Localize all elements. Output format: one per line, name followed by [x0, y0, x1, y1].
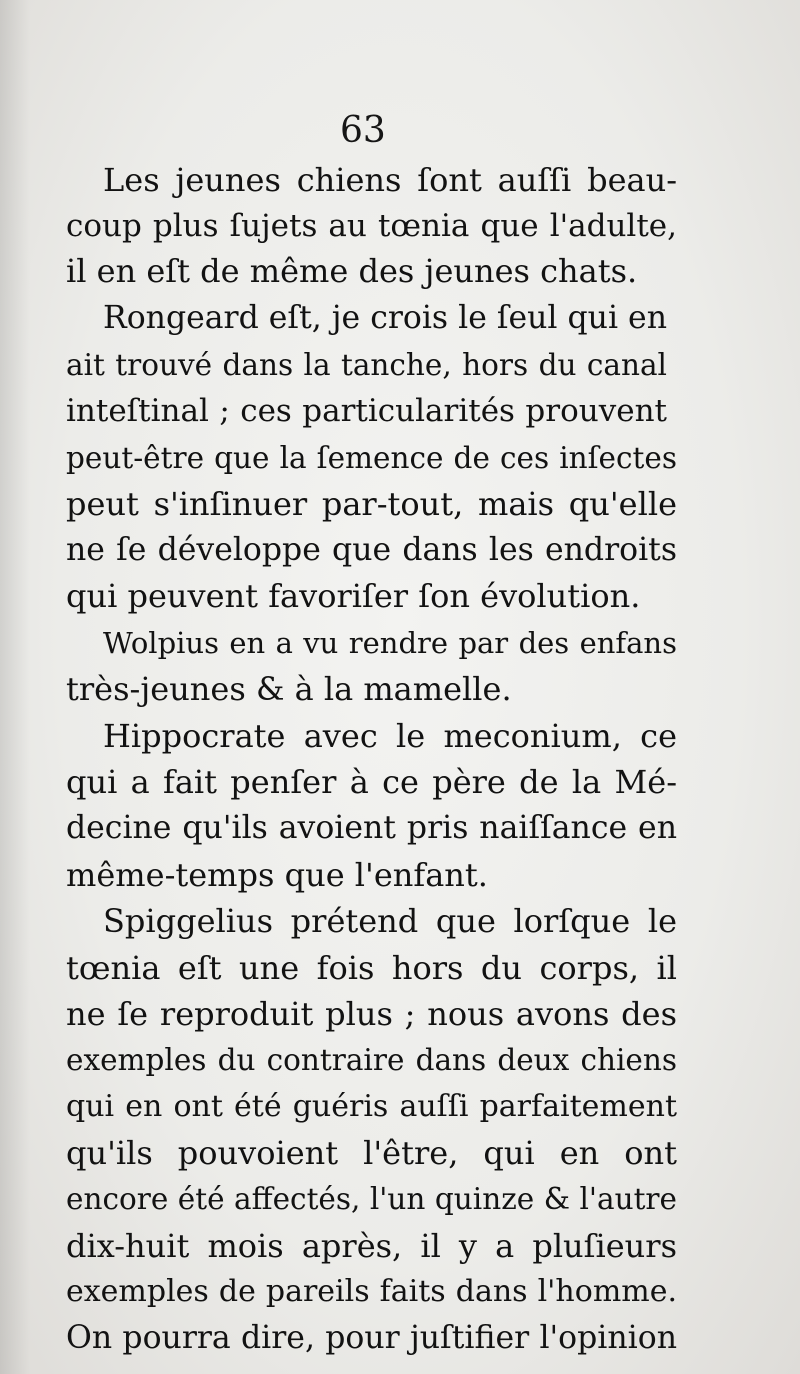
text-line: Les jeunes chiens ſont auſſi beau-: [103, 161, 677, 199]
text-line: inteſtinal ; ces particularités prouvent: [66, 393, 667, 429]
text-line: très-jeunes & à la mamelle.: [66, 670, 512, 708]
text-line: qu'ils pouvoient l'être, qui en ont: [66, 1134, 677, 1172]
text-line: qui peuvent favoriſer ſon évolution.: [66, 577, 641, 615]
text-line: dix-huit mois après, il y a pluſieurs: [66, 1227, 677, 1265]
text-line: ne ſe développe que dans les endroits: [66, 532, 677, 568]
text-line: il en eſt de même des jeunes chats.: [66, 252, 638, 290]
text-line: exemples de pareils faits dans l'homme.: [66, 1274, 677, 1309]
text-line: peut s'inſinuer par-tout, mais qu'elle: [66, 485, 677, 523]
text-line: tœnia eſt une fois hors du corps, il: [66, 949, 677, 987]
text-line: qui en ont été guéris auſſi parfaitement: [66, 1089, 677, 1124]
page-number: 63: [340, 110, 386, 151]
text-line: Wolpius en a vu rendre par des enfans: [103, 626, 677, 660]
text-line: Rongeard eſt, je crois le ſeul qui en: [103, 300, 667, 336]
text-line: ait trouvé dans la tanche, hors du canal: [66, 348, 667, 382]
text-line: ne ſe reproduit plus ; nous avons des: [66, 995, 677, 1033]
text-line: On pourra dire, pour juſtifier l'opinion: [66, 1320, 677, 1356]
text-line: Hippocrate avec le meconium, ce: [103, 717, 677, 755]
text-line: decine qu'ils avoient pris naiſſance en: [66, 810, 677, 846]
text-line: même-temps que l'enfant.: [66, 856, 488, 894]
text-line: Spiggelius prétend que lorſque le: [103, 902, 677, 940]
text-line: peut-être que la ſemence de ces inſectes: [66, 441, 677, 475]
page-edge-shadow: [0, 0, 30, 1374]
text-line: coup plus ſujets au tœnia que l'adulte,: [66, 208, 677, 244]
text-line: exemples du contraire dans deux chiens: [66, 1043, 677, 1077]
text-line: encore été affectés, l'un quinze & l'autre: [66, 1182, 677, 1216]
text-line: qui a fait penſer à ce père de la Mé-: [66, 763, 677, 801]
